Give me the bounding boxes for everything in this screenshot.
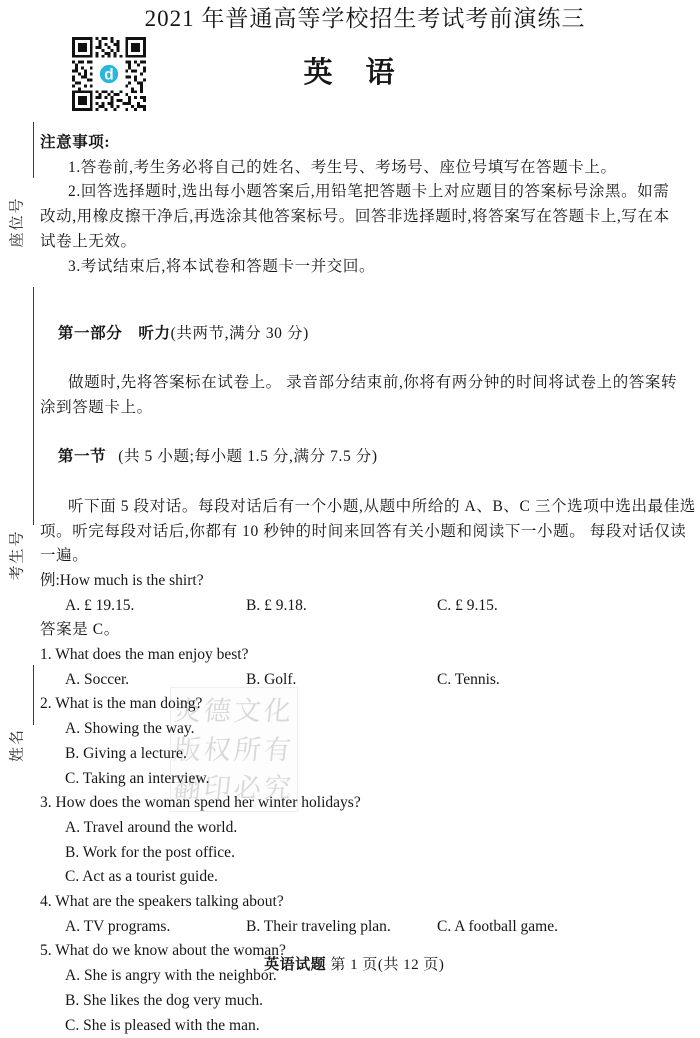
section1-direction-line-1: 听下面 5 段对话。每段对话后有一个小题,从题中所给的 A、B、C 三个选项中选出最佳选: [68, 497, 696, 515]
notice-item-2-line-3: 试卷上无效。: [40, 232, 137, 250]
seal-field-name-label: 姓名: [9, 727, 26, 763]
question-2-option-c: C. Taking an interview.: [65, 769, 210, 787]
qr-code-icon: [72, 37, 146, 111]
example-answer-note: 答案是 C。: [40, 621, 120, 639]
question-4-option-c: C. A football game.: [437, 917, 558, 935]
question-4-option-a: A. TV programs.: [65, 917, 171, 935]
example-option-c: C. £ 9.15.: [437, 596, 498, 614]
question-1-option-b: B. Golf.: [246, 670, 297, 688]
section1-heading-note: (共 5 小题;每小题 1.5 分,满分 7.5 分): [118, 448, 378, 466]
section1-direction-line-3: 一遍。: [40, 547, 89, 565]
question-4-options-row: [40, 915, 690, 940]
example-options-row: [40, 594, 690, 619]
notice-heading: 注意事项:: [40, 134, 111, 151]
subject-title: 英 语: [303, 57, 397, 89]
notice-item-3: 3.考试结束后,将本试卷和答题卡一并交回。: [68, 257, 376, 275]
seal-blank-line-name: [33, 665, 34, 725]
question-1-option-c: C. Tennis.: [437, 670, 500, 688]
watermark-line: 版权所有: [172, 734, 296, 765]
part1-heading-note: (共两节,满分 30 分): [170, 324, 309, 342]
question-1-options-row: [40, 668, 690, 693]
example-option-b: B. £ 9.18.: [246, 596, 307, 614]
question-5-option-a: A. She is angry with the neighbor.: [65, 967, 277, 985]
example-prompt: 例:How much is the shirt?: [40, 571, 204, 589]
seal-field-seat-label: 座位号: [9, 196, 26, 248]
question-2-option-a: A. Showing the way.: [65, 720, 195, 738]
footer-paper-label: 英语试题: [264, 957, 327, 973]
seal-field-candidate-label: 考生号: [9, 529, 26, 581]
question-3-stem: 3. How does the woman spend her winter holidays?: [40, 794, 361, 812]
section1-heading: [40, 421, 690, 495]
qr-logo-letter: d: [104, 66, 114, 84]
page-title: 2021 年普通高等学校招生考试考前演练三: [144, 6, 586, 31]
question-2-stem: 2. What is the man doing?: [40, 695, 203, 713]
question-4-stem: 4. What are the speakers talking about?: [40, 893, 284, 911]
question-3-option-c: C. Act as a tourist guide.: [65, 868, 218, 886]
seal-blank-line-seat: [33, 122, 34, 178]
notice-item-1: 1.答卷前,考生务必将自己的姓名、考生号、考场号、座位号填写在答题卡上。: [68, 158, 617, 176]
example-option-a: A. £ 19.15.: [65, 596, 135, 614]
question-5-stem: 5. What do we know about the woman?: [40, 942, 286, 960]
question-3-option-a: A. Travel around the world.: [65, 818, 238, 836]
question-4-option-b: B. Their traveling plan.: [246, 917, 391, 935]
part1-intro-line-2: 涂到答题卡上。: [40, 399, 153, 417]
seal-blank-line-candidate: [33, 287, 34, 525]
question-3-option-b: B. Work for the post office.: [65, 843, 235, 861]
question-5-option-b: B. She likes the dog very much.: [65, 991, 264, 1009]
section1-direction-line-2: 项。听完每段对话后,你都有 10 秒钟的时间来回答有关小题和阅读下一小题。 每段对话仅读: [40, 522, 687, 540]
section1-heading-title: 第一节: [57, 448, 107, 466]
footer-page-number: 第 1 页(共 12 页): [326, 957, 445, 973]
part1-heading: [40, 297, 690, 371]
exam-body: [40, 131, 696, 1038]
part1-heading-title: 第一部分 听力: [57, 324, 171, 342]
question-1-stem: 1. What does the man enjoy best?: [40, 646, 249, 664]
notice-item-2-line-2: 改动,用橡皮擦干净后,再选涂其他答案标号。回答非选择题时,将答案写在答题卡上,写在本: [40, 208, 670, 226]
question-5-option-c: C. She is pleased with the man.: [65, 1016, 260, 1034]
part1-intro-line-1: 做题时,先将答案标在试卷上。 录音部分结束前,你将有两分钟的时间将试卷上的答案转: [68, 374, 678, 392]
question-2-option-b: B. Giving a lecture.: [65, 744, 187, 762]
question-1-option-a: A. Soccer.: [65, 670, 130, 688]
notice-item-2-line-1: 2.回答选择题时,选出每小题答案后,用铅笔把答题卡上对应题目的答案标号涂黑。如需: [68, 183, 670, 201]
qr-center-logo: [98, 63, 120, 85]
watermark-line: 翻印必究: [172, 773, 296, 803]
watermark-line: 炎德文化: [172, 696, 296, 726]
